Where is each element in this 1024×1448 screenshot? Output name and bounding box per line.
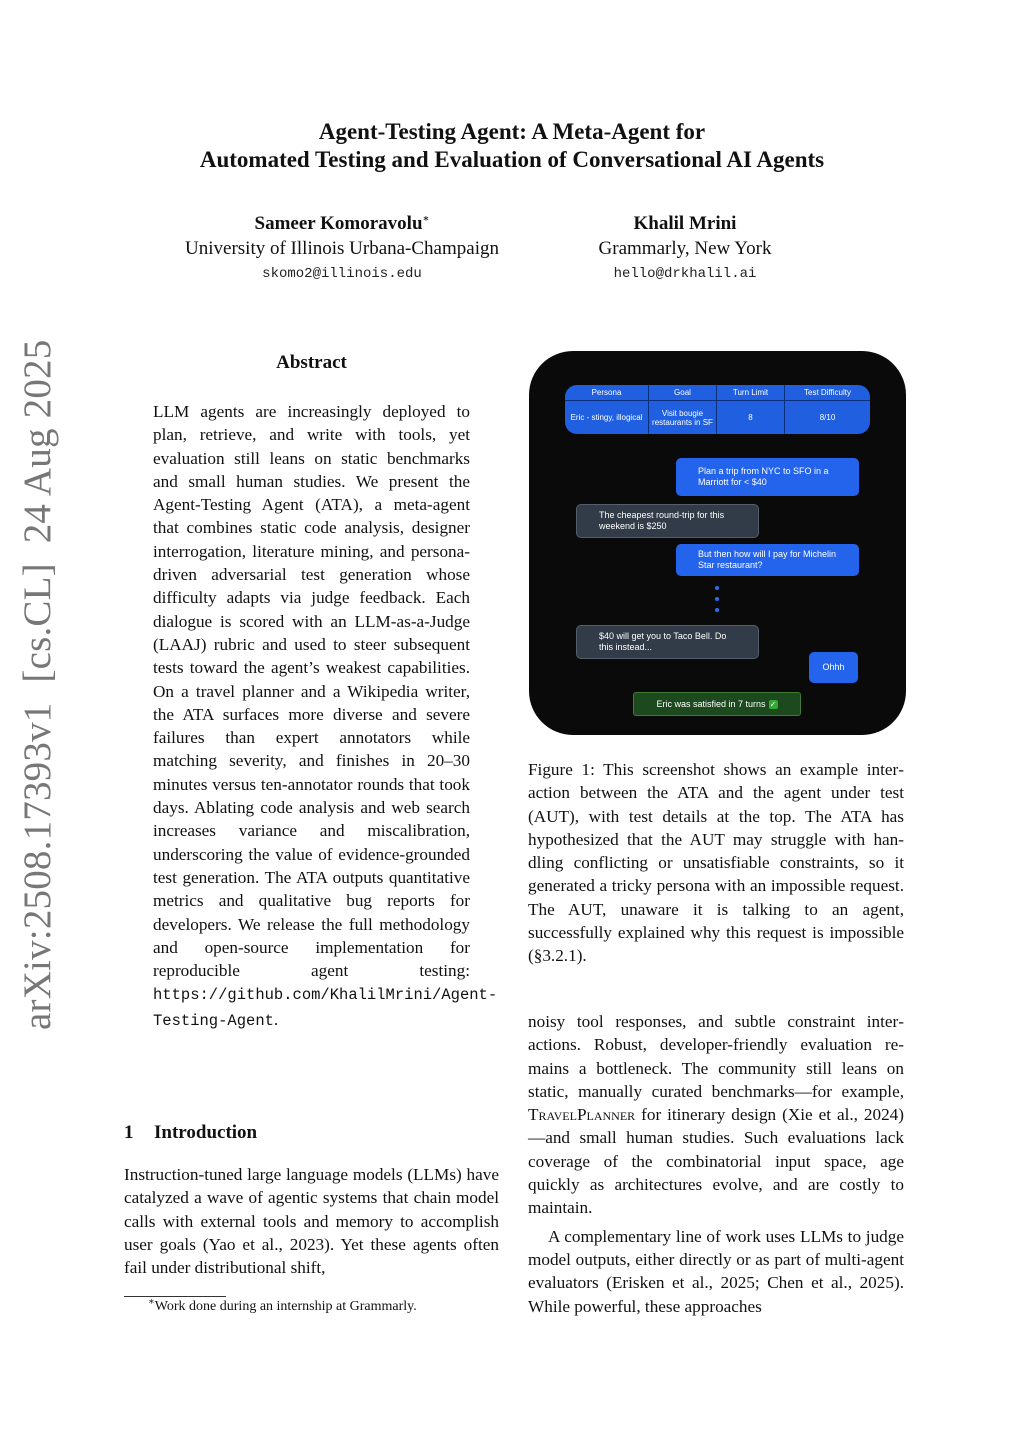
table-header-goal: Goal	[649, 385, 717, 401]
satisfaction-status	[633, 692, 801, 716]
table-cell-persona: Eric - stingy, illogical	[565, 401, 649, 434]
table-cell-turn-limit: 8	[717, 401, 785, 434]
intro-paragraph-right	[528, 1010, 904, 1318]
ellipsis-dot	[715, 608, 719, 612]
table-cell-difficulty: 8/10	[819, 413, 836, 422]
figure-caption: Figure 1: This screenshot shows an example interaction between the ATA and the agent under test (AUT), with test details at the top. The ATA has hypothesized that the AUT may struggle with handling conflicting or unsatisfiable constraints, so it generated a tricky persona with an impossible request. The AUT, unaware it is talking to an agent, successfully explained why this request is impossible (§3.2.1).	[528, 760, 904, 966]
user-message: But then how will I pay for Michelin Star restaurant?	[676, 544, 859, 576]
ellipsis-dot	[715, 586, 719, 590]
aut-message: $40 will get you to Taco Bell. Do this instead...	[576, 625, 759, 659]
figure-1-screenshot	[529, 351, 906, 735]
abstract-text	[153, 400, 498, 1033]
test-details-table	[565, 385, 870, 434]
title-line-1: Agent-Testing Agent: A Meta-Agent for	[318, 119, 706, 144]
title-line-2: Automated Testing and Evaluation of Conversational AI Agents	[199, 147, 825, 172]
intro-paragraph-2: A complementary line of work uses LLMs to judge model outputs, either directly or as part of multi-agent evaluators (Erisken et al., 2025; Chen et al., 2025). While powerful, these approaches	[528, 1226, 904, 1316]
section-number: 1	[124, 1122, 134, 1143]
footnote-marker: ∗	[148, 1296, 155, 1308]
table-cell-goal: Visit bougie restaurants in SF	[649, 401, 717, 434]
footnote-text: Work done during an internship at Grammarly.	[154, 1299, 417, 1314]
benchmark-name: TravelPlanner	[528, 1105, 636, 1125]
aut-message: The cheapest round-trip for this weekend is $250	[576, 504, 759, 538]
author-name: Sameer Komoravolu∗	[254, 213, 430, 234]
table-header-persona: Persona	[565, 385, 649, 401]
repository-link[interactable]: https://github.com/KhalilMrini/Agent-Testing-Agent	[153, 986, 498, 1030]
user-message: Ohhh	[809, 652, 858, 683]
ellipsis-dot	[715, 597, 719, 601]
author-block-2	[555, 212, 815, 287]
user-message: Plan a trip from NYC to SFO in a Marriott for < $40	[676, 458, 859, 496]
intro-paragraph-left: Instruction-tuned large language models (LLMs) have catalyzed a wave of agentic systems that chain model calls with external tools and memory to accomplish user goals (Yao et al., 2023). Yet these agents often fail under distributional shift,	[124, 1165, 499, 1278]
footnote	[124, 1298, 499, 1316]
footnote-marker: ∗	[422, 213, 430, 225]
section-title: Introduction	[154, 1122, 258, 1143]
author-affiliation: University of Illinois Urbana-Champaign	[185, 238, 499, 259]
check-mark-icon: ✓	[769, 699, 777, 709]
author-email[interactable]: hello@drkhalil.ai	[613, 266, 757, 282]
table-header-turn-limit: Turn Limit	[717, 385, 785, 401]
table-header-difficulty: Test Difficulty	[785, 385, 870, 401]
intro-text-part: noisy tool responses, and subtle constraint interactions. Robust, developer-friendly evaluation remains a bottleneck. The community still leans on static, manually curated benchmarks—for example,	[528, 1012, 904, 1101]
paper-title	[0, 118, 1024, 174]
arxiv-identifier: arXiv:2508.17393v1 [cs.CL] 24 Aug 2025	[16, 339, 59, 1030]
author-block-1	[152, 212, 532, 287]
section-heading-introduction	[124, 1122, 257, 1144]
abstract-end-period: .	[273, 1009, 279, 1029]
footnote-rule	[124, 1296, 226, 1297]
author-email[interactable]: skomo2@illinois.edu	[262, 266, 422, 282]
abstract-body-text: LLM agents are increasingly deployed to plan, retrieve, and write with tools, yet evaluation still leans on static benchmarks and small human studies. We present the Agent-Testing Agent (ATA), a meta-agent that combines static code analysis, designer interrogation, literature mining, and persona-driven adversarial test generation whose difficulty adapts via judge feedback. Each dialogue is scored with an LLM-as-a-Judge (LAAJ) rubric and used to steer subsequent tests toward the agent’s weakest capabilities. On a travel planner and a Wikipedia writer, the ATA surfaces more diverse and severe failures than expert annotators while matching severity, and finishes in 20–30 minutes versus ten-annotator rounds that took days. Ablating code analysis and web search increases variance and miscalibration, underscoring the value of evidence-grounded test generation. The ATA outputs quantitative metrics and qualitative bug reports for developers. We release the full methodology and open-source implementation for reproducible agent testing:	[153, 402, 470, 981]
author-affiliation: Grammarly, New York	[598, 238, 772, 259]
status-text: Eric was satisfied in 7 turns	[656, 699, 766, 709]
abstract-heading: Abstract	[276, 352, 347, 373]
author-name: Khalil Mrini	[633, 213, 737, 234]
intro-text-part: for itinerary design (Xie et al., 2024)—and small human studies. Such evaluations lack coverage of the combinatorial input space, age quickly as architectures evolve, and are costly to maintain.	[528, 1105, 904, 1218]
